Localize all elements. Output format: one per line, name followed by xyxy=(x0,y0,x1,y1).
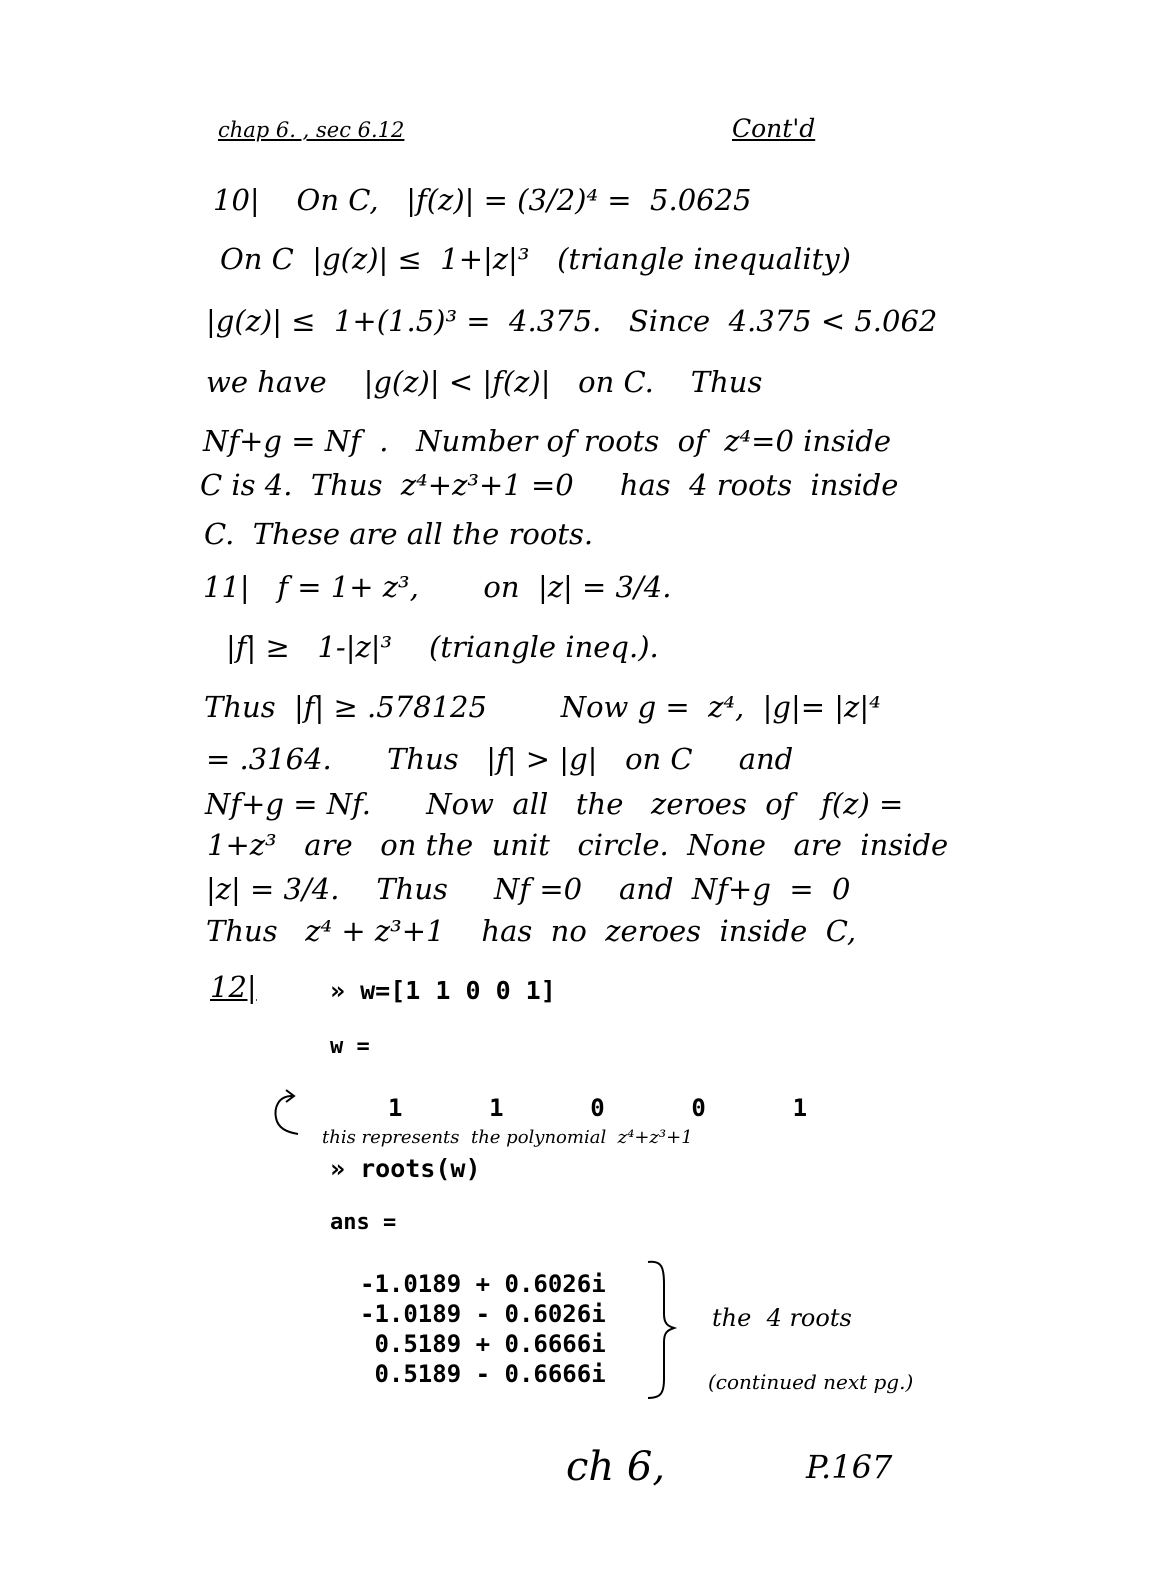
solution-line: On C |g(z)| ≤ 1+|z|³ (triangle inequality) xyxy=(220,242,851,276)
solution-line: Thus |f| ≥ .578125 Now g = z⁴, |g|= |z|⁴ xyxy=(204,690,881,724)
page-number: P.167 xyxy=(806,1448,893,1486)
problem-number: 12| xyxy=(210,970,257,1004)
solution-line: 1+z³ are on the unit circle. None are inside xyxy=(207,828,949,862)
solution-line: |f| ≥ 1-|z|³ (triangle ineq.). xyxy=(226,630,659,664)
continued-heading: Cont'd xyxy=(732,114,816,143)
solution-line: = .3164. Thus |f| > |g| on C and xyxy=(206,742,794,776)
command-line: » w=[1 1 0 0 1] xyxy=(330,976,556,1005)
root-value: 0.5189 + 0.6666i xyxy=(360,1330,606,1358)
vector-output: 1 1 0 0 1 xyxy=(388,1094,808,1122)
solution-line: Nf+g = Nf. Now all the zeroes of f(z) = xyxy=(205,787,904,821)
solution-line: |z| = 3/4. Thus Nf =0 and Nf+g = 0 xyxy=(206,872,851,906)
curved-arrow-icon xyxy=(268,1088,308,1140)
root-value: -1.0189 + 0.6026i xyxy=(360,1270,606,1298)
solution-line: C. These are all the roots. xyxy=(204,517,594,551)
chapter-footer: ch 6, xyxy=(566,1444,666,1490)
root-value: -1.0189 - 0.6026i xyxy=(360,1300,606,1328)
annotation-note: this represents the polynomial z⁴+z³+1 xyxy=(322,1127,693,1148)
solution-line: we have |g(z)| < |f(z)| on C. Thus xyxy=(206,365,763,399)
solution-line: 10| On C, |f(z)| = (3/2)⁴ = 5.0625 xyxy=(213,183,752,217)
command-line: » roots(w) xyxy=(330,1154,481,1183)
solution-line: 11| f = 1+ z³, on |z| = 3/4. xyxy=(203,570,672,604)
solution-line: Thus z⁴ + z³+1 has no zeroes inside C, xyxy=(206,914,857,948)
roots-annotation: the 4 roots xyxy=(712,1304,852,1332)
curly-brace-icon xyxy=(644,1254,684,1404)
solution-line: |g(z)| ≤ 1+(1.5)³ = 4.375. Since 4.375 < 5.062 xyxy=(206,304,938,338)
output-label: ans = xyxy=(330,1210,397,1235)
output-label: w = xyxy=(330,1034,370,1059)
root-value: 0.5189 - 0.6666i xyxy=(360,1360,606,1388)
solution-line: Nf+g = Nf . Number of roots of z⁴=0 inside xyxy=(203,424,891,458)
section-heading: chap 6. , sec 6.12 xyxy=(218,118,405,142)
solution-line: C is 4. Thus z⁴+z³+1 =0 has 4 roots inside xyxy=(200,468,899,502)
continued-note: (continued next pg.) xyxy=(708,1370,914,1394)
